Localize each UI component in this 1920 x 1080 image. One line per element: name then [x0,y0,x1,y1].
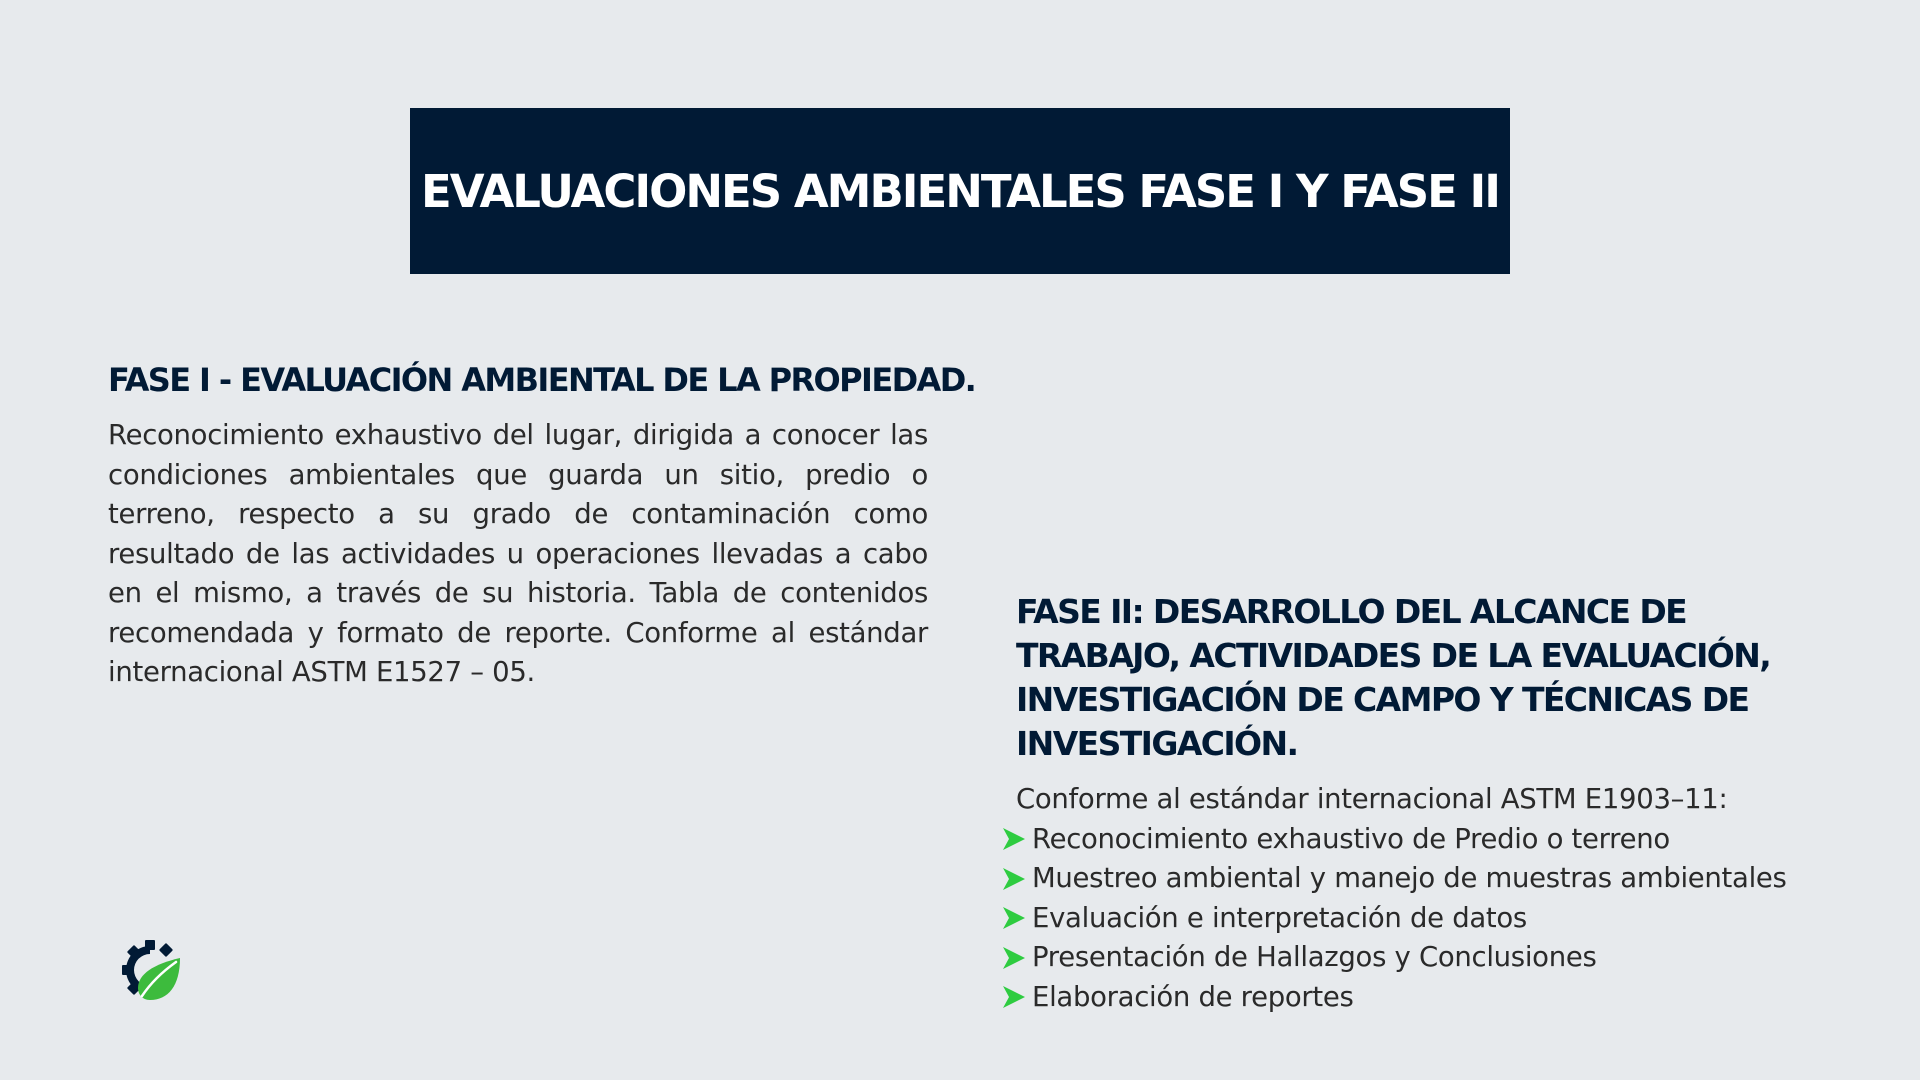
list-item [1002,938,1846,978]
gear-leaf-logo-icon [118,938,186,1006]
title-banner [410,108,1510,274]
list-item-label: Presentación de Hallazgos y Conclusiones [1032,941,1597,973]
phase2-activity-list [1002,820,1846,1018]
phase1-description: Reconocimiento exhaustivo del lugar, dirigida a conocer las condiciones ambientales que guarda un sitio, predio o terreno, respecto a su grado de contaminación como resultado de las actividades u operaciones llevadas a cabo en el mismo, a través de su historia. Tabla de contenidos recomendada y formato de reporte. Conforme al estándar internacional ASTM E1527 – 05. [108,419,928,688]
phase2-heading: FASE II: DESARROLLO DEL ALCANCE DE TRABAJO, ACTIVIDADES DE LA EVALUACIÓN, INVESTIGACIÓN DE CAMPO Y TÉCNICAS DE INVESTIGACIÓN. [1016,592,1771,763]
phase2-section [1016,590,1846,1017]
list-item [1002,859,1846,899]
list-item [1002,820,1846,860]
phase2-intro: Conforme al estándar internacional ASTM E1903–11: [1016,783,1728,815]
green-arrow-icon [1002,866,1026,892]
green-arrow-icon [1002,826,1026,852]
list-item-label: Reconocimiento exhaustivo de Predio o terreno [1032,822,1670,855]
green-arrow-icon [1002,945,1026,971]
green-arrow-icon [1002,905,1026,931]
list-item-label: Elaboración de reportes [1032,980,1354,1013]
phase1-heading: FASE I - EVALUACIÓN AMBIENTAL DE LA PROPIEDAD. [108,361,976,399]
page-title: EVALUACIONES AMBIENTALES FASE I Y FASE II [420,164,1500,218]
list-item-label: Evaluación e interpretación de datos [1032,901,1527,934]
list-item-label: Muestreo ambiental y manejo de muestras ambientales [1032,862,1787,894]
phase1-section [108,358,976,720]
list-item [1002,899,1846,939]
list-item [1002,978,1846,1018]
green-arrow-icon [1002,984,1026,1010]
